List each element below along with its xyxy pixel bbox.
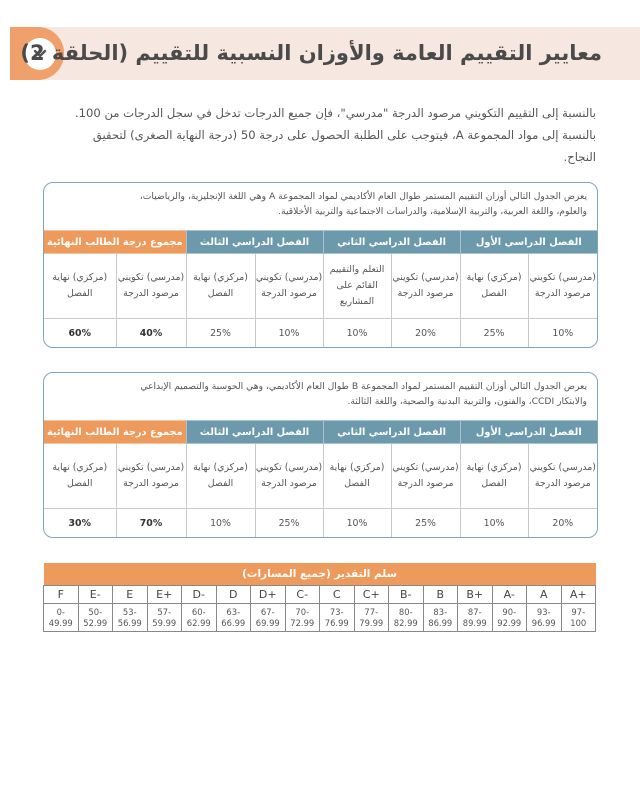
- group-b-desc-line-1: يعرض الجدول التالي أوزان التقييم المستمر لمواد المجموعة B طوال العام الأكاديمي، وهي الحوسبة والتصميم الإبداعي: [140, 381, 587, 392]
- table-cell: (مركزي) نهاية الفصل: [323, 444, 391, 509]
- grade-letter: E-: [78, 586, 113, 604]
- grade-range: 93- 96.99: [527, 604, 562, 632]
- table-cell: 20%: [528, 509, 597, 538]
- grade-letter: C: [320, 586, 355, 604]
- grade-letter: B: [423, 586, 458, 604]
- table-cell: 60%: [44, 319, 116, 348]
- table-cell: 30%: [44, 509, 116, 538]
- grade-range: 77- 79.99: [354, 604, 389, 632]
- table-cell: (مركزي) نهاية الفصل: [186, 444, 255, 509]
- intro-text: [44, 102, 596, 168]
- intro-line-1: بالنسبة إلى التقييم التكويني مرصود الدرجة "مدرسي"، فإن جميع الدرجات تدخل في سجل الدرجات من 100.: [74, 106, 596, 120]
- term-2-header: الفصل الدراسي الثاني: [323, 421, 460, 444]
- grade-letter: C-: [285, 586, 320, 604]
- grading-scale: [43, 563, 596, 632]
- table-cell: (مركزي) نهاية الفصل: [186, 254, 255, 319]
- intro-line-2: بالنسبة إلى مواد المجموعة A، فيتوجب على الطلبة الحصول على درجة 50 (درجة النهاية الصغرى) لتحقيق: [92, 128, 596, 142]
- grade-range: 87- 89.99: [458, 604, 493, 632]
- table-cell: (مدرسي) تكويني مرصود الدرجة: [255, 254, 323, 319]
- table-cell: 25%: [255, 509, 323, 538]
- table-cell: 40%: [116, 319, 186, 348]
- grade-letter: F: [44, 586, 79, 604]
- grade-range: 90- 92.99: [492, 604, 527, 632]
- table-cell: (مدرسي) تكويني مرصود الدرجة: [528, 254, 597, 319]
- group-a-weights-panel: [43, 182, 598, 348]
- grade-range: 97- 100: [561, 604, 596, 632]
- term-3-header: الفصل الدراسي الثالث: [186, 231, 323, 254]
- grade-range: 57- 59.99: [147, 604, 182, 632]
- grade-letter: D+: [251, 586, 286, 604]
- grade-letter: A+: [561, 586, 596, 604]
- intro-line-3: النجاح.: [563, 150, 596, 164]
- term-1-header: الفصل الدراسي الأول: [460, 421, 597, 444]
- table-cell: (مركزي) نهاية الفصل: [460, 254, 528, 319]
- grade-letter: D-: [182, 586, 217, 604]
- page-title: معايير التقييم العامة والأوزان النسبية للتقييم (الحلقة 2): [20, 41, 602, 65]
- table-cell: 20%: [391, 319, 460, 348]
- grade-range: 63- 66.99: [216, 604, 251, 632]
- table-cell: 10%: [460, 509, 528, 538]
- table-cell: 10%: [528, 319, 597, 348]
- table-cell: 70%: [116, 509, 186, 538]
- grading-scale-table: [43, 563, 596, 632]
- table-cell: (مدرسي) تكويني مرصود الدرجة: [116, 254, 186, 319]
- table-cell: 25%: [391, 509, 460, 538]
- grade-range: 70- 72.99: [285, 604, 320, 632]
- term-2-header: الفصل الدراسي الثاني: [323, 231, 460, 254]
- grade-range: 53- 56.99: [113, 604, 148, 632]
- grade-range: 60- 62.99: [182, 604, 217, 632]
- grade-letter: B+: [458, 586, 493, 604]
- grade-range: 73- 76.99: [320, 604, 355, 632]
- final-total-header: مجموع درجة الطالب النهائية: [44, 231, 186, 254]
- term-1-header: الفصل الدراسي الأول: [460, 231, 597, 254]
- table-cell: 25%: [460, 319, 528, 348]
- group-b-description: [44, 373, 597, 420]
- table-cell: (مدرسي) تكويني مرصود الدرجة: [391, 254, 460, 319]
- table-cell: (مركزي) نهاية الفصل: [44, 444, 116, 509]
- table-cell: 25%: [186, 319, 255, 348]
- group-b-desc-line-2: والابتكار CCDI، والفنون، والتربية البدنية والصحية، واللغة الثالثة.: [347, 396, 587, 407]
- table-cell: (مدرسي) تكويني مرصود الدرجة: [116, 444, 186, 509]
- table-cell: (مركزي) نهاية الفصل: [460, 444, 528, 509]
- final-total-header: مجموع درجة الطالب النهائية: [44, 421, 186, 444]
- term-3-header: الفصل الدراسي الثالث: [186, 421, 323, 444]
- grade-letter: A-: [492, 586, 527, 604]
- table-cell: 10%: [323, 319, 391, 348]
- table-cell: 10%: [323, 509, 391, 538]
- group-b-weights-table: [44, 420, 597, 537]
- grade-letter: A: [527, 586, 562, 604]
- grade-letter: E: [113, 586, 148, 604]
- group-a-weights-table: [44, 230, 597, 347]
- group-a-description: [44, 183, 597, 230]
- grade-range: 50- 52.99: [78, 604, 113, 632]
- table-cell: 10%: [255, 319, 323, 348]
- grade-letter: E+: [147, 586, 182, 604]
- table-cell: (مركزي) نهاية الفصل: [44, 254, 116, 319]
- group-b-weights-panel: [43, 372, 598, 538]
- grade-range: 80- 82.99: [389, 604, 424, 632]
- table-cell: (مدرسي) تكويني مرصود الدرجة: [528, 444, 597, 509]
- group-a-desc-line-1: يعرض الجدول التالي أوزان التقييم المستمر طوال العام الأكاديمي لمواد المجموعة A وهي اللغة الإنجليزية، والرياضيات،: [139, 191, 587, 202]
- grade-range: 0- 49.99: [44, 604, 79, 632]
- table-cell: (مدرسي) تكويني مرصود الدرجة: [391, 444, 460, 509]
- table-cell: 10%: [186, 509, 255, 538]
- grading-scale-title: سلم التقدير (جميع المسارات): [44, 563, 596, 586]
- grade-letter: D: [216, 586, 251, 604]
- group-a-desc-line-2: والعلوم، واللغة العربية، والتربية الإسلامية، والدراسات الاجتماعية والتربية الأخلاقية.: [278, 206, 587, 217]
- table-cell: (مدرسي) تكويني مرصود الدرجة: [255, 444, 323, 509]
- grade-range: 67- 69.99: [251, 604, 286, 632]
- grade-letter: C+: [354, 586, 389, 604]
- grade-range: 83- 86.99: [423, 604, 458, 632]
- grade-letter: B-: [389, 586, 424, 604]
- table-cell: التعلم والتقييم القائم على المشاريع: [323, 254, 391, 319]
